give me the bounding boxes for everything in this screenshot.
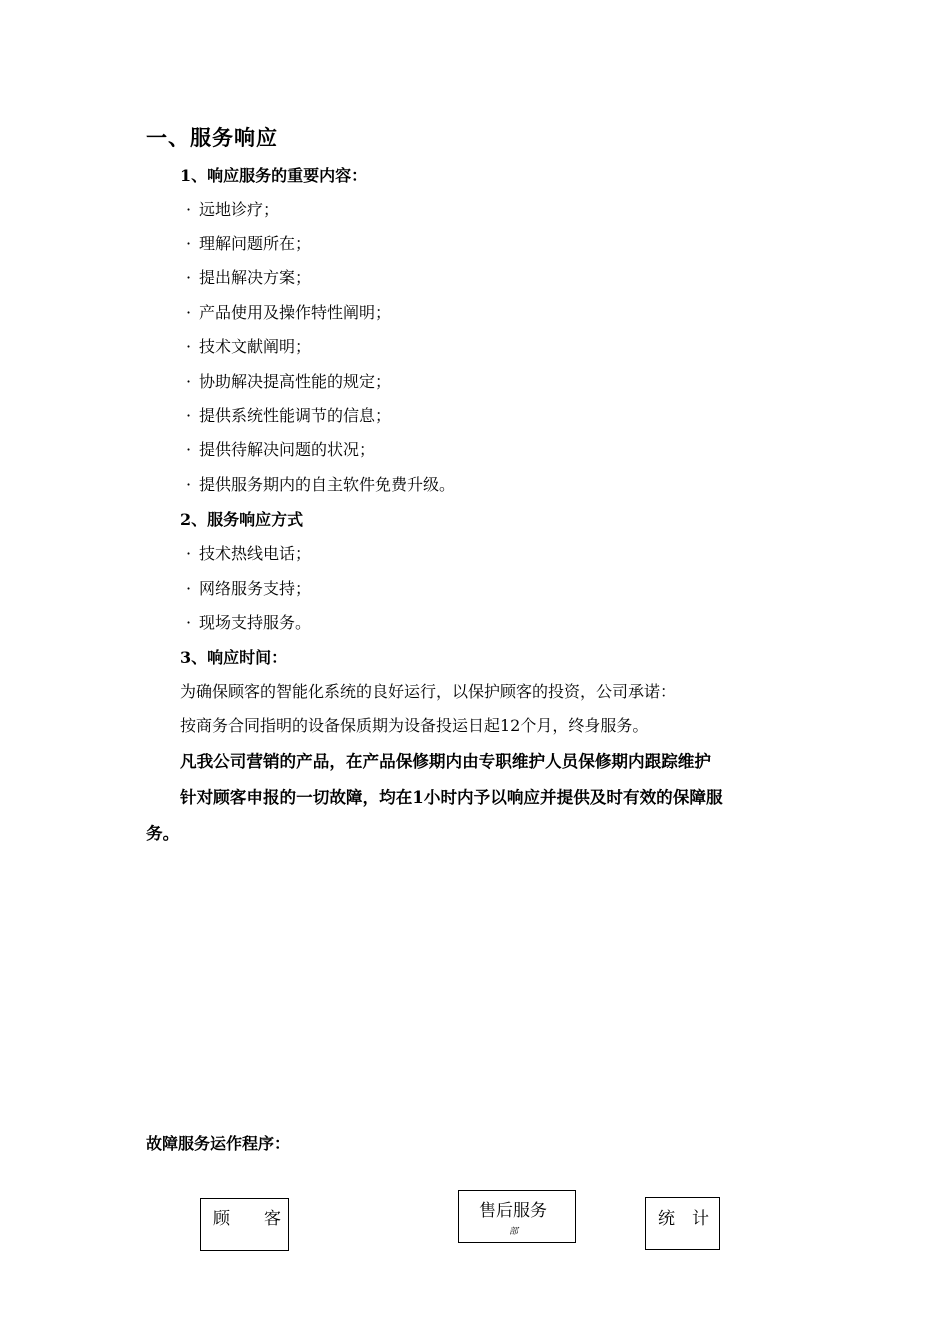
list-item-text: 技术文献阐明； [199, 337, 312, 356]
flow-box-sublabel: 部 [509, 1227, 519, 1237]
list-item [186, 334, 311, 357]
sub2-heading: 2、服务响应方式 [180, 510, 304, 529]
bullet-icon: · [186, 613, 192, 632]
bullet-icon: · [186, 337, 192, 356]
bullet-icon: · [186, 440, 192, 459]
list-item [186, 197, 279, 220]
bullet-icon: · [186, 268, 192, 287]
list-item [186, 403, 391, 426]
list-item-text: 产品使用及操作特性阐明； [199, 303, 392, 322]
list-item-text: 现场支持服务。 [199, 613, 312, 632]
section-title: 一、服务响应 [146, 125, 278, 150]
sub1-heading: 1、响应服务的重要内容： [180, 166, 368, 185]
list-item-text: 协助解决提高性能的规定； [199, 372, 392, 391]
list-item-text: 远地诊疗； [199, 200, 280, 219]
list-item [186, 576, 311, 599]
list-item [186, 541, 311, 564]
list-item-text: 理解问题所在； [199, 234, 312, 253]
list-item-text: 提出解决方案； [199, 268, 312, 287]
flow-box-label: 统 计 [658, 1209, 709, 1229]
bold-paragraph-line: 针对顾客申报的一切故障，均在1小时内予以响应并提供及时有效的保障服 [180, 787, 723, 807]
list-item-text: 网络服务支持； [199, 579, 312, 598]
list-item [186, 265, 311, 288]
bullet-icon: · [186, 372, 192, 391]
list-item [186, 472, 455, 495]
bullet-icon: · [186, 475, 192, 494]
bullet-icon: · [186, 579, 192, 598]
list-item [186, 610, 311, 633]
list-item-text: 技术热线电话； [199, 544, 312, 563]
list-item-text: 提供系统性能调节的信息； [199, 406, 392, 425]
paragraph: 按商务合同指明的设备保质期为设备投运日起12个月，终身服务。 [180, 716, 649, 735]
bold-paragraph-line: 凡我公司营销的产品，在产品保修期内由专职维护人员保修期内跟踪维护 [180, 751, 711, 771]
list-item [186, 369, 391, 392]
flow-title: 故障服务运作程序： [146, 1134, 291, 1153]
flow-box-customer [200, 1198, 289, 1251]
list-item-text: 提供待解决问题的状况； [199, 440, 376, 459]
bullet-icon: · [186, 234, 192, 253]
bullet-icon: · [186, 544, 192, 563]
list-item [186, 437, 375, 460]
bullet-icon: · [186, 406, 192, 425]
list-item [186, 231, 311, 254]
list-item-text: 提供服务期内的自主软件免费升级。 [199, 475, 456, 494]
list-item [186, 300, 391, 323]
flow-box-stats [645, 1197, 720, 1250]
flow-box-label: 售后服务 [479, 1201, 547, 1221]
bullet-icon: · [186, 200, 192, 219]
flow-box-aftersales [458, 1190, 576, 1243]
sub3-heading: 3、响应时间： [180, 648, 288, 667]
flow-box-label: 顾 客 [213, 1209, 281, 1229]
bold-paragraph-line: 务。 [146, 823, 180, 843]
bullet-icon: · [186, 303, 192, 322]
paragraph: 为确保顾客的智能化系统的良好运行，以保护顾客的投资，公司承诺： [180, 682, 677, 701]
